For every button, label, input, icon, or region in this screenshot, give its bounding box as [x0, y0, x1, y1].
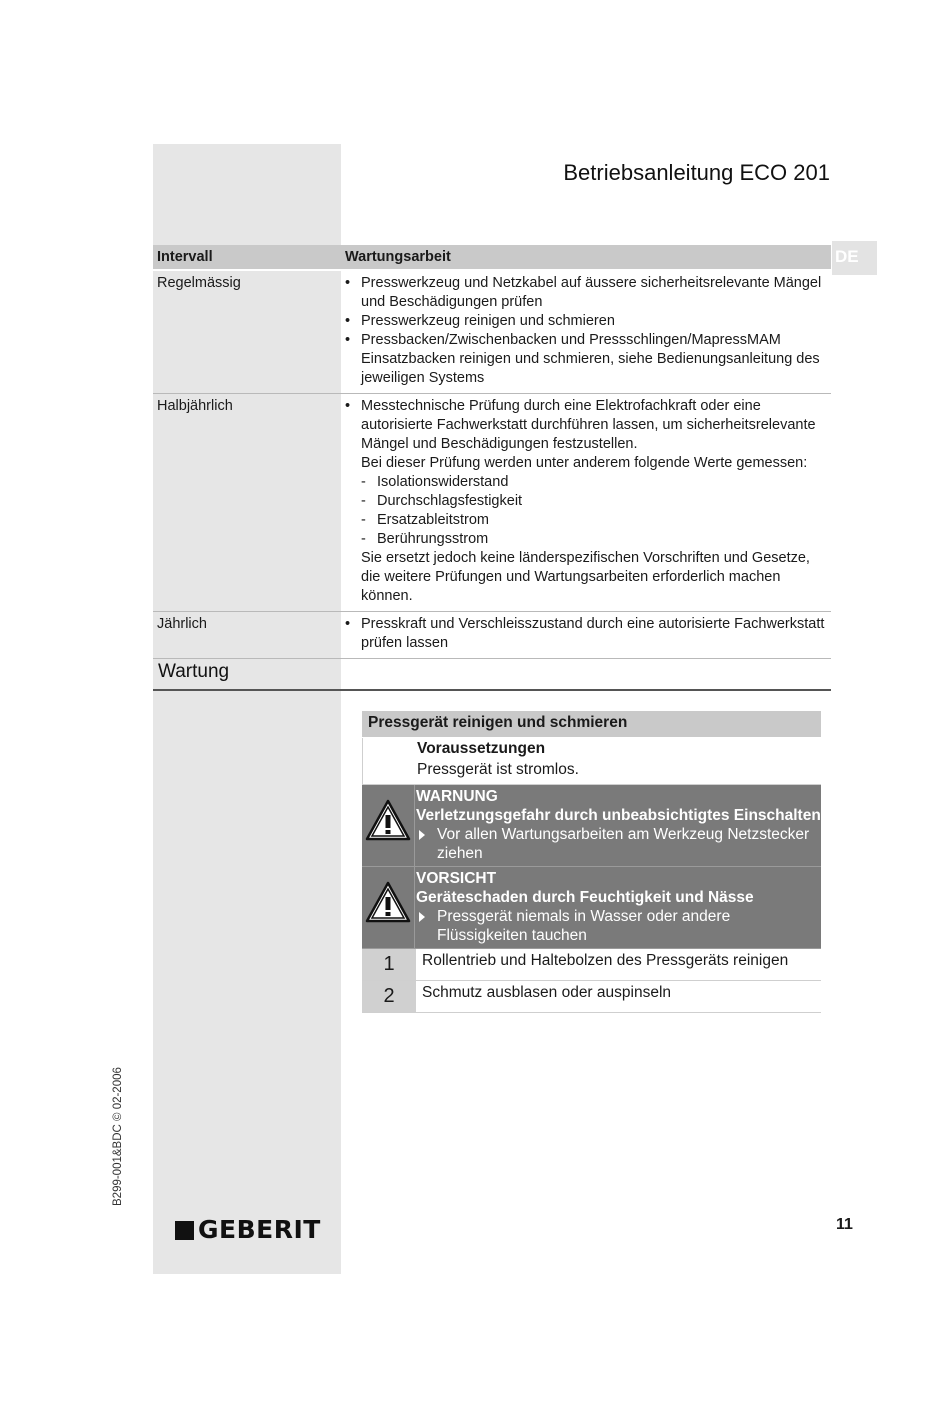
logo-wordmark: GEBERIT — [198, 1215, 321, 1244]
column-header-interval: Intervall — [153, 245, 341, 270]
warning-icon-cell — [362, 785, 415, 866]
task-cell — [341, 612, 831, 659]
section-divider — [153, 689, 831, 691]
warning-level: WARNUNG — [416, 788, 498, 805]
interval-cell: Regelmässig — [153, 270, 341, 394]
task-item-text: • Messtechnische Prüfung durch eine Elektrofachkraft oder eine autorisierte Fachwerkstatt durchführen lassen, um sicherheitsrelevante Mängel und Beschädigungen festzustellen. — [361, 398, 816, 452]
task-cell — [341, 270, 831, 394]
measurement-intro: Bei dieser Prüfung werden unter anderem folgende Werte gemessen: — [361, 455, 808, 471]
maintenance-table — [153, 245, 831, 659]
section-title: Wartung — [158, 661, 230, 682]
task-item: • Presskraft und Verschleisszustand durch eine autorisierte Fachwerkstatt prüfen lassen — [345, 615, 827, 653]
warning-action: Vor allen Wartungsarbeiten am Werkzeug Netzstecker ziehen — [416, 825, 821, 863]
step-text: Rollentrieb und Haltebolzen des Pressgeräts reinigen — [422, 952, 789, 969]
task-item: • Presswerkzeug reinigen und schmieren — [345, 312, 827, 331]
page-number: 11 — [836, 1216, 853, 1233]
warning-block — [362, 785, 821, 867]
task-item: • Pressbacken/Zwischenbacken und Pressschlingen/MapressMAM Einsatzbacken reinigen und schmieren, siehe Bedienungsanleitung des jeweiligen Systems — [345, 331, 827, 388]
task-item — [345, 397, 827, 606]
column-header-task: Wartungsarbeit — [341, 245, 831, 270]
interval-cell: Halbjährlich — [153, 394, 341, 612]
warning-icon-cell — [362, 867, 415, 948]
warning-triangle-icon — [365, 799, 411, 841]
measurement-note: Sie ersetzt jedoch keine länderspezifischen Vorschriften und Gesetze, die weitere Prüfungen und Wartungsarbeiten erforderlich machen können. — [361, 550, 810, 604]
caution-heading: Geräteschaden durch Feuchtigkeit und Nässe — [416, 889, 754, 906]
measurement-item: - Isolationswiderstand — [361, 473, 827, 492]
language-tab — [832, 241, 877, 275]
task-item: • Presswerkzeug und Netzkabel auf äussere sicherheitsrelevante Mängel und Beschädigungen prüfen — [345, 274, 827, 312]
step-number: 2 — [362, 981, 416, 1012]
step-text: Schmutz ausblasen oder auspinseln — [422, 984, 672, 1001]
caution-action: Pressgerät niemals in Wasser oder andere Flüssigkeiten tauchen — [416, 907, 821, 945]
logo-square-icon — [175, 1221, 194, 1240]
table-row — [153, 394, 831, 612]
document-title: Betriebsanleitung ECO 201 — [563, 160, 830, 185]
table-row — [153, 612, 831, 659]
warning-heading: Verletzungsgefahr durch unbeabsichtigtes Einschalten — [416, 807, 821, 824]
language-tab-label: DE — [835, 247, 859, 266]
caution-block — [362, 867, 821, 949]
measurement-item: - Ersatzableitstrom — [361, 511, 827, 530]
document-code: B299-001&BDC © 02-2006 — [112, 1067, 124, 1206]
procedure-step — [362, 981, 821, 1013]
caution-level: VORSICHT — [416, 870, 497, 887]
step-number: 1 — [362, 949, 416, 980]
procedure-box — [362, 711, 821, 1013]
prerequisites — [362, 738, 821, 785]
task-cell — [341, 394, 831, 612]
warning-triangle-icon — [365, 881, 411, 923]
procedure-title: Pressgerät reinigen und schmieren — [362, 711, 821, 738]
prerequisites-label: Voraussetzungen — [417, 740, 546, 757]
table-header-row — [153, 245, 831, 270]
procedure-step — [362, 949, 821, 981]
table-row — [153, 270, 831, 394]
prerequisites-text: Pressgerät ist stromlos. — [417, 761, 579, 778]
measurement-item: - Durchschlagsfestigkeit — [361, 492, 827, 511]
interval-cell: Jährlich — [153, 612, 341, 659]
measurement-item: - Berührungsstrom — [361, 530, 827, 549]
